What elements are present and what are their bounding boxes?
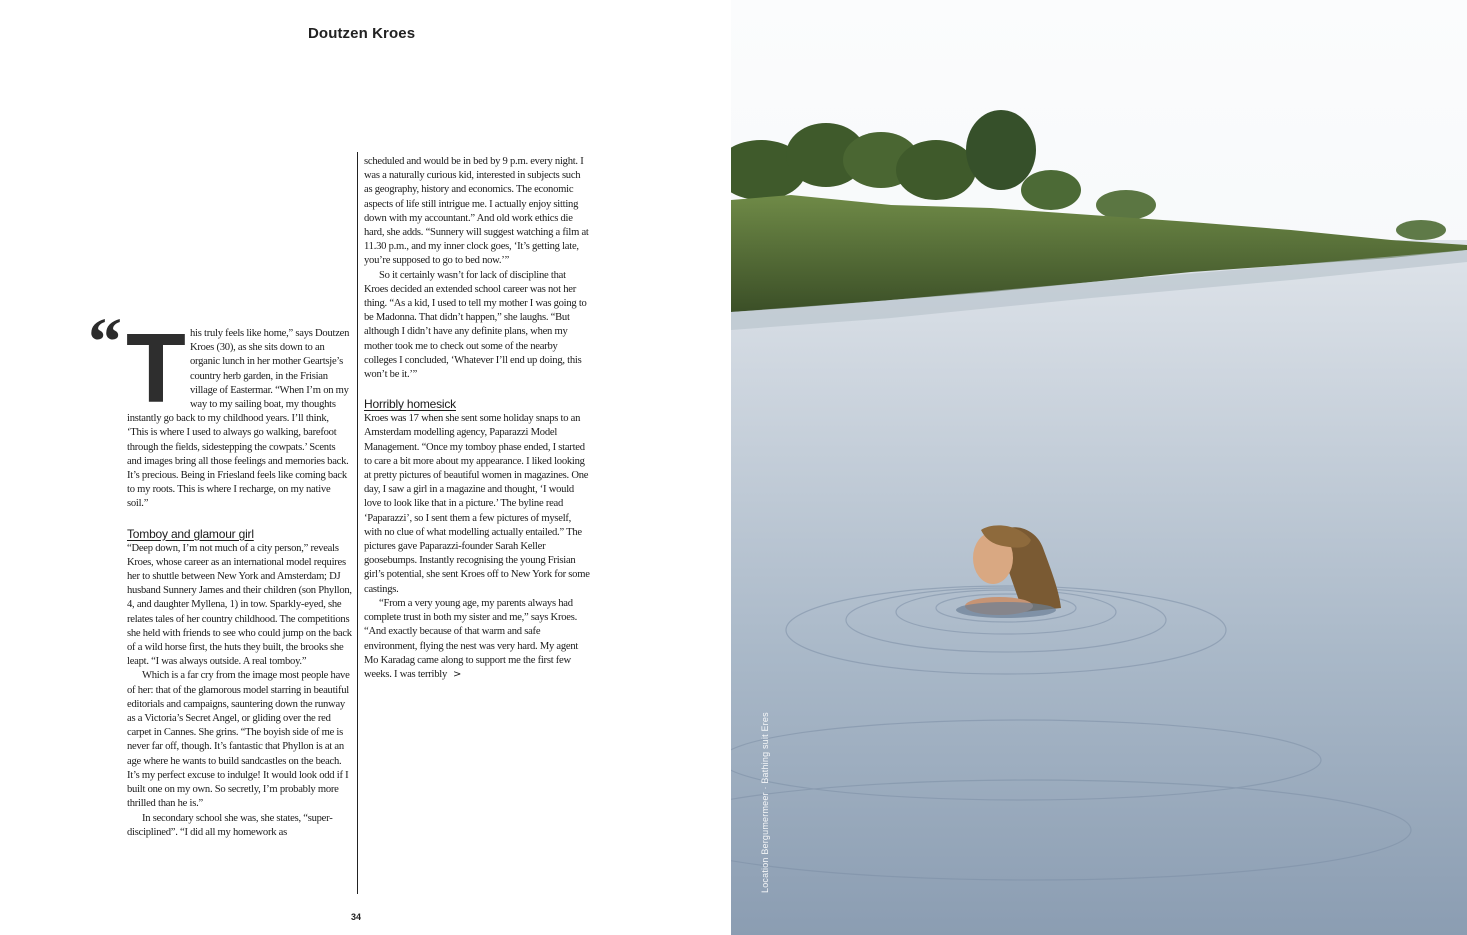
paragraph-3: Which is a far cry from the image most people have of her: that of the glamorous model starring in beautiful editorials and campaigns, sauntering down the runway as a Victoria’s Secret Angel, or gliding over the red carpet in Cannes. She grins. “The boyish side of me is never far off, though. It’s fantastic that Phyllon is at an age where he wants to build sandcastles on the beach. It’s my perfect excuse to indulge! It would look odd if I built one on my own. So secretly, I’m probably more thrilled than he is.” [127, 670, 350, 810]
column-divider [357, 152, 358, 894]
photo-credit: Location Bergumermeer · Bathing suit Eres [760, 712, 770, 893]
drop-cap: T [126, 313, 186, 423]
left-page [0, 0, 731, 935]
paragraph-2: “Deep down, I’m not much of a city person,” reveals Kroes, whose career as an international model requires her to shuttle between New York and Amsterdam; DJ husband Sunnery James and their children (son Phyllon, 4, and daughter Myllena, 1) in tow. Sparkly-eyed, she relates tales of her country childhood. The competitions she held with friends to see who could jump on the back of a wild horse first, the huts they built, the brooks she leapt. “I was always outside. A real tomboy.” [127, 542, 352, 668]
running-header: Doutzen Kroes [308, 25, 416, 42]
intro-text: his truly feels like home,” says Doutzen Kroes (30), as she sits down to an organic lunch in her mother Geartsje’s country herb garden, in the Frisian village of Eastermar. “When I’m on my way to my sailing boat, my thoughts instantly go back to my childhood years. I’ll think, ‘This is where I used to always go walking, barefoot through the fields, sidestepping the cowpats.’ Scents and images bring all those feelings and memories back. It’s precious. Being in Friesland feels like coming back to my roots. This is where I recharge, on my native soil.” [127, 328, 350, 510]
paragraph-8 [364, 597, 590, 682]
paragraph-6: So it certainly wasn’t for lack of discipline that Kroes decided an extended school career was not her thing. “As a kid, I used to tell my mother I was going to be Madonna. That didn’t happen,” she laughs. “But although I didn’t have any definite plans, when my mother took me to check out some of the nearby colleges I concluded, ‘Whatever I’ll end up doing, this won’t be it.’” [364, 269, 587, 381]
paragraph-7: Kroes was 17 when she sent some holiday snaps to an Amsterdam modelling agency, Paparazzi Model Management. “Once my tomboy phase ended, I started to care a bit more about my appearance. I liked looking at pretty pictures of beautiful women in magazines. One day, I saw a girl in a magazine and thought, ‘I would love to look like that in a picture.’ The byline read ‘Paparazzi’, so I sent them a few pictures of myself, with no clue of what modelling actually entailed.” The pictures gave Paparazzi-founder Sarah Keller goosebumps. Instantly recognising the young Frisian girl’s potential, she sent Kroes off to New York for some castings. [364, 413, 590, 595]
intro-paragraph [126, 313, 352, 512]
paragraph-8-text: “From a very young age, my parents always had complete trust in both my sister and me,” says Kroes. “And exactly because of that warm and safe environment, flying the nest was very hard. My agent Mo Karadag came along to support me the first few weeks. I was terribly [364, 597, 579, 680]
continue-arrow-icon: > [453, 668, 462, 680]
paragraph-4: In secondary school she was, she states, “super-disciplined”. “I did all my homework as [127, 812, 333, 838]
subhead-tomboy: Tomboy and glamour girl [127, 526, 254, 541]
paragraph-5: scheduled and would be in bed by 9 p.m. every night. I was a naturally curious kid, interested in subjects such as geography, history and economics. The economic aspects of life still intrigue me. I actually enjoy sitting down with my accountant.” And old work ethics die hard, she adds. “Sunnery will suggest watching a film at 11.30 p.m., and my inner clock goes, ‘It’s getting late, you’re supposed to go to bed now.’” [364, 156, 589, 267]
lake-photo [731, 0, 1467, 935]
article-column-2 [364, 155, 590, 682]
opening-quote-mark: “ [88, 303, 122, 379]
lake-photo-illustration [731, 0, 1467, 935]
page-number: 34 [351, 912, 362, 922]
article-column-1 [126, 313, 352, 840]
subhead-homesick: Horribly homesick [364, 397, 456, 412]
